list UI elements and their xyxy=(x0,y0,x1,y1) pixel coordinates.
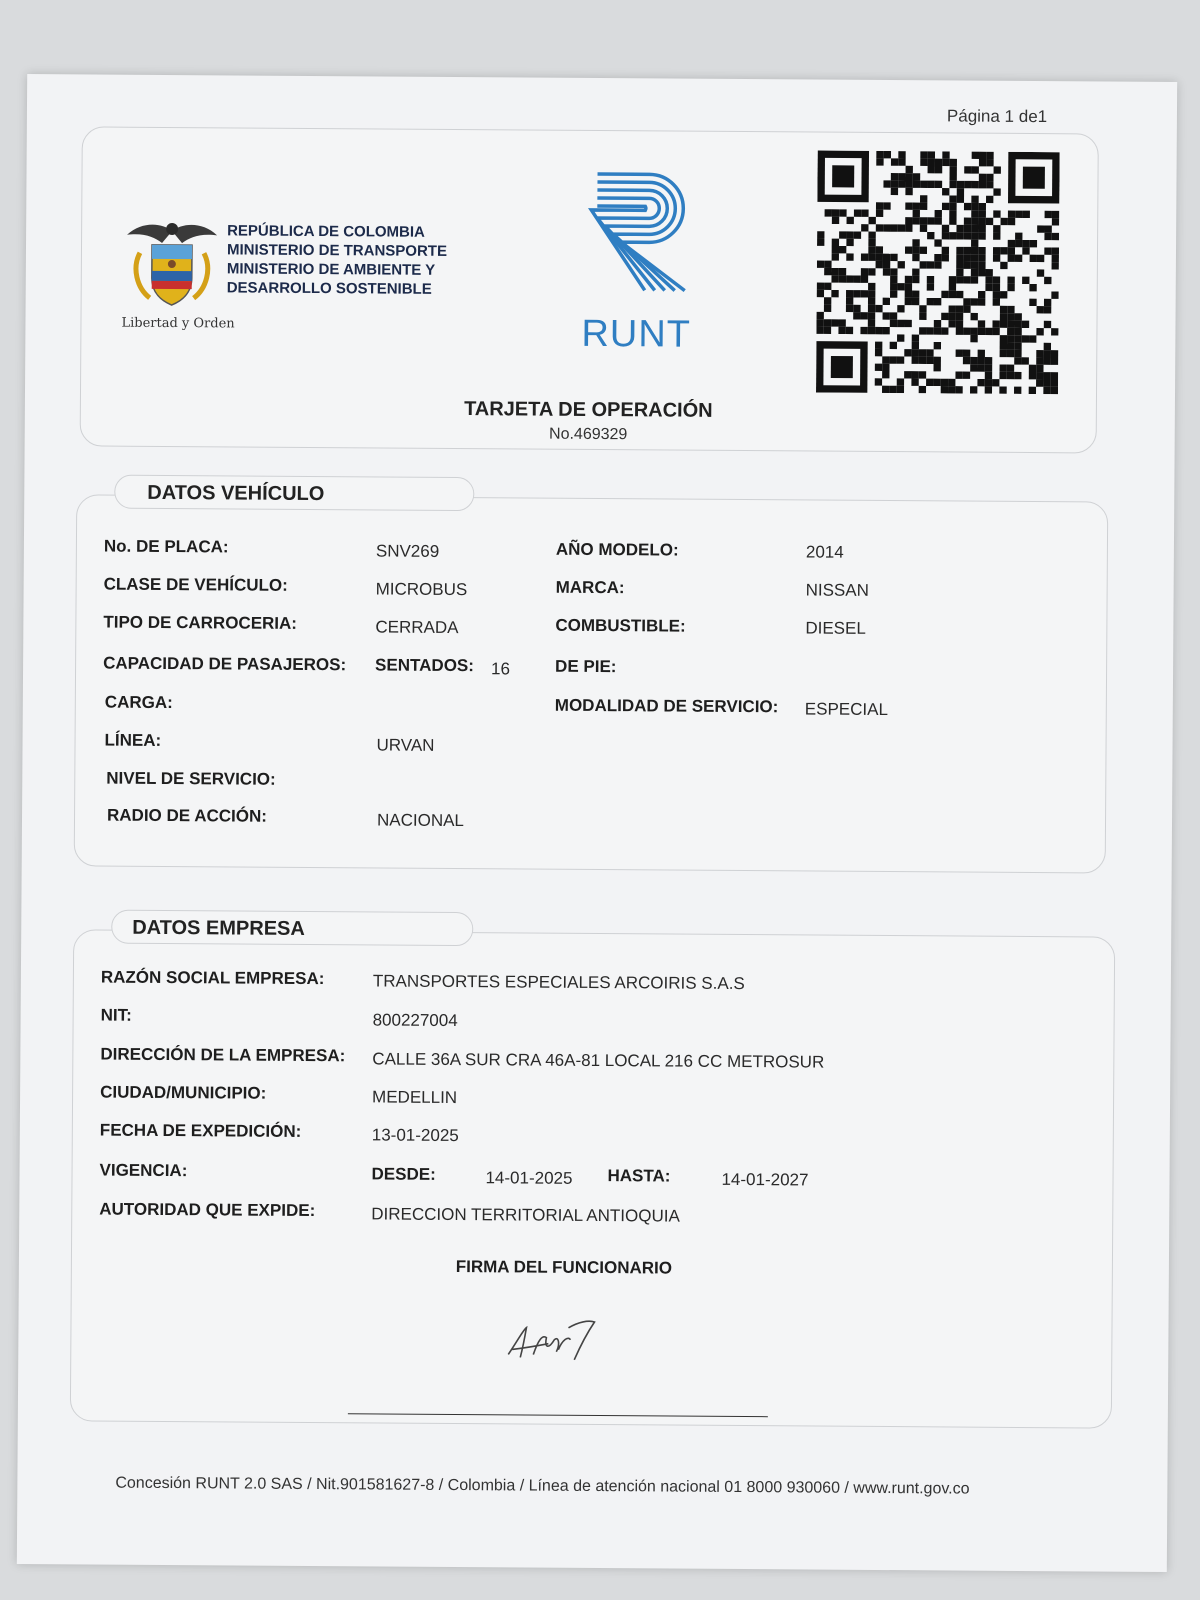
class-value: MICROBUS xyxy=(375,579,468,600)
signature-icon xyxy=(498,1309,598,1370)
model-year-label: AÑO MODELO: xyxy=(555,539,679,560)
footer-text: Concesión RUNT 2.0 SAS / Nit.901581627-8 / Colombia / Línea de atención nacional 01 8000 930060 / www.runt.gov.co xyxy=(115,1474,970,1498)
signature-title: FIRMA DEL FUNCIONARIO xyxy=(455,1257,673,1278)
body-type-label: TIPO DE CARROCERIA: xyxy=(103,612,298,633)
runt-r-logo-icon xyxy=(587,166,708,297)
seated-label: SENTADOS: xyxy=(375,655,475,676)
gov-line: MINISTERIO DE TRANSPORTE xyxy=(226,241,448,260)
valid-from-value: 14-01-2025 xyxy=(485,1168,573,1188)
body-type-value: CERRADA xyxy=(375,617,459,638)
line-value: URVAN xyxy=(376,735,435,755)
address-label: DIRECCIÓN DE LA EMPRESA: xyxy=(100,1044,346,1066)
document-number: No.469329 xyxy=(548,425,628,444)
fuel-label: COMBUSTIBLE: xyxy=(555,615,686,636)
issue-date-value: 13-01-2025 xyxy=(371,1125,459,1146)
gov-line: DESARROLLO SOSTENIBLE xyxy=(226,279,432,298)
gov-line: MINISTERIO DE AMBIENTE Y xyxy=(226,260,436,279)
issue-date-label: FECHA DE EXPEDICIÓN: xyxy=(99,1120,302,1141)
capacity-label: CAPACIDAD DE PASAJEROS: xyxy=(103,653,347,675)
line-label: LÍNEA: xyxy=(104,730,162,750)
validity-label: VIGENCIA: xyxy=(99,1160,188,1181)
document-page xyxy=(17,74,1177,1572)
gov-line: REPÚBLICA DE COLOMBIA xyxy=(227,222,425,241)
service-mode-label: MODALIDAD DE SERVICIO: xyxy=(554,695,779,717)
nit-label: NIT: xyxy=(100,1005,132,1025)
company-name-label: RAZÓN SOCIAL EMPRESA: xyxy=(100,967,325,989)
brand-value: NISSAN xyxy=(805,580,869,600)
coat-of-arms-icon xyxy=(122,213,223,314)
service-level-label: NIVEL DE SERVICIO: xyxy=(106,768,276,789)
class-label: CLASE DE VEHÍCULO: xyxy=(103,574,288,595)
authority-label: AUTORIDAD QUE EXPIDE: xyxy=(99,1199,316,1221)
radius-label: RADIO DE ACCIÓN: xyxy=(106,805,268,826)
model-year-value: 2014 xyxy=(805,542,844,562)
qr-code-icon xyxy=(816,151,1060,395)
runt-logo-text: RUNT xyxy=(581,312,692,356)
government-heading xyxy=(227,221,448,299)
brand-label: MARCA: xyxy=(555,577,625,598)
header-panel xyxy=(80,126,1099,453)
coat-motto: Libertad y Orden xyxy=(121,315,235,332)
company-name-value: TRANSPORTES ESPECIALES ARCOIRIS S.A.S xyxy=(372,971,745,994)
city-label: CIUDAD/MUNICIPIO: xyxy=(100,1082,267,1103)
authority-value: DIRECCION TERRITORIAL ANTIOQUIA xyxy=(371,1204,680,1226)
nit-value: 800227004 xyxy=(372,1010,458,1031)
radius-value: NACIONAL xyxy=(376,810,465,831)
seated-value: 16 xyxy=(491,659,511,679)
service-mode-value: ESPECIAL xyxy=(804,699,889,720)
plate-value: SNV269 xyxy=(375,541,440,561)
cargo-label: CARGA: xyxy=(104,692,173,713)
vehicle-section-title: DATOS VEHÍCULO xyxy=(114,475,474,512)
company-section-title: DATOS EMPRESA xyxy=(111,910,473,947)
standing-label: DE PIE: xyxy=(555,656,617,677)
page-number: Página 1 de1 xyxy=(946,106,1048,127)
valid-to-value: 14-01-2027 xyxy=(721,1169,809,1190)
valid-from-label: DESDE: xyxy=(371,1164,436,1184)
city-value: MEDELLIN xyxy=(372,1087,458,1108)
plate-label: No. DE PLACA: xyxy=(103,536,229,557)
address-value: CALLE 36A SUR CRA 46A-81 LOCAL 216 CC METROSUR xyxy=(372,1049,825,1072)
valid-to-label: HASTA: xyxy=(607,1166,671,1186)
document-title: TARJETA DE OPERACIÓN xyxy=(464,398,713,422)
fuel-value: DIESEL xyxy=(805,618,866,638)
